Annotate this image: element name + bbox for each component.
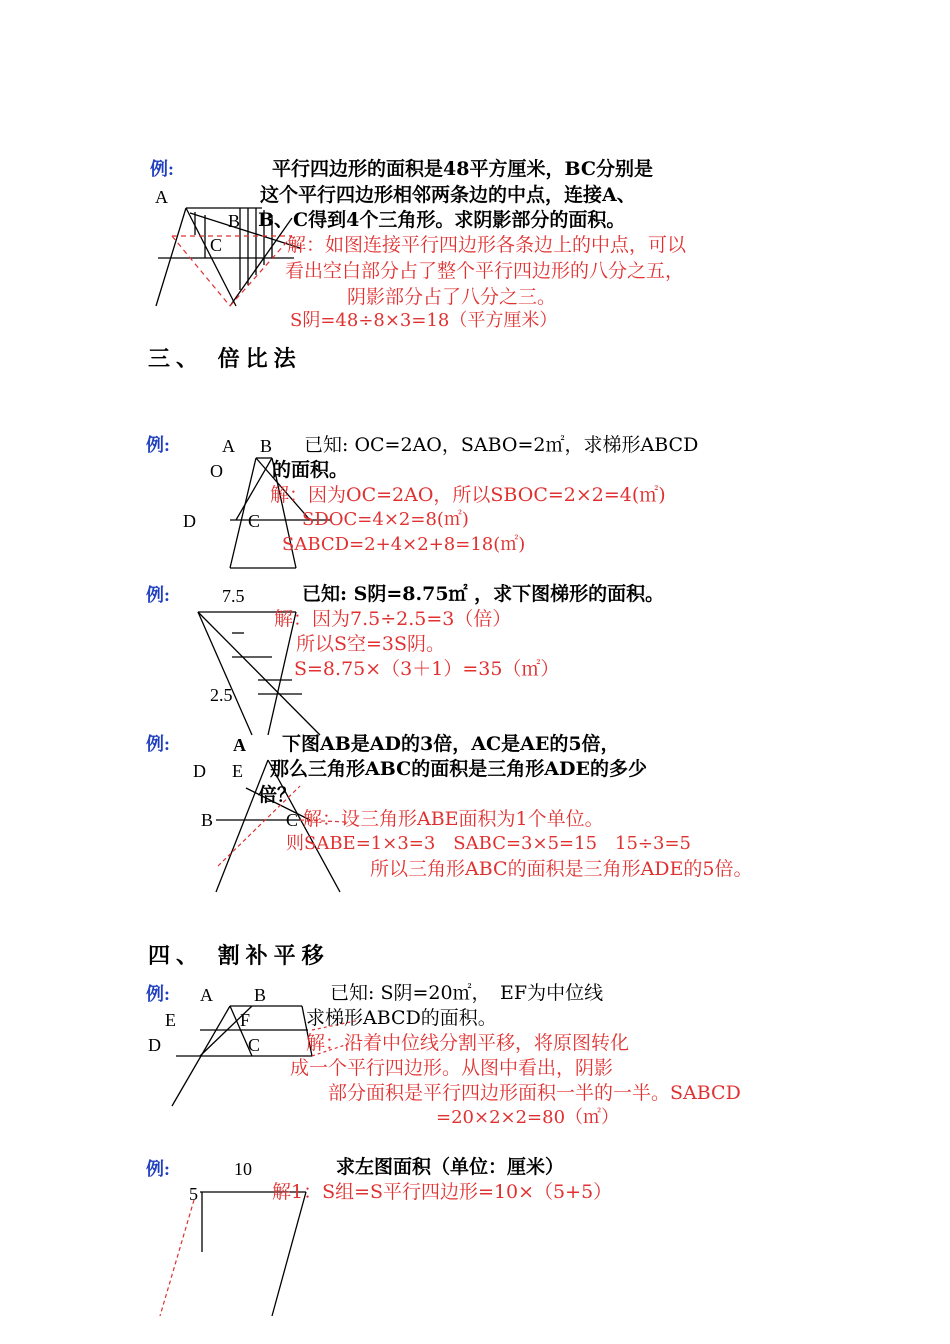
ex4-point-b: B xyxy=(201,810,214,830)
ex5-point-b: B xyxy=(254,985,267,1005)
ex6-label: 例: xyxy=(146,1159,170,1179)
ex1-solution-line1: 解：如图连接平行四边形各条边上的中点，可以 xyxy=(287,234,687,256)
ex2-solution-line2: SDOC=4×2=8(㎡) xyxy=(302,509,469,530)
ex1-point-c: C xyxy=(210,235,223,255)
ex5-label: 例: xyxy=(146,984,170,1004)
ex5-point-e: E xyxy=(165,1010,176,1030)
ex1-problem-line3: B、C得到4个三角形。求阴影部分的面积。 xyxy=(258,209,626,231)
ex4-problem-line2: 那么三角形ABC的面积是三角形ADE的多少 xyxy=(270,758,647,780)
ex4-label: 例: xyxy=(146,734,170,754)
ex1-point-b: B xyxy=(228,211,241,231)
ex4-point-a: A xyxy=(233,735,246,755)
ex2-point-a: A xyxy=(222,436,235,456)
ex2-point-o: O xyxy=(210,461,223,481)
ex6-top-length: 10 xyxy=(234,1159,252,1179)
ex2-solution-line3: SABCD=2+4×2+8=18(㎡) xyxy=(282,534,526,555)
ex1-label: 例: xyxy=(150,159,174,179)
ex5-solution-line4: =20×2×2=80（㎡） xyxy=(436,1107,620,1128)
ex1-solution-line2: 看出空白部分占了整个平行四边形的八分之五， xyxy=(285,260,685,282)
ex4-point-d: D xyxy=(193,761,206,781)
ex1-problem-line1: 平行四边形的面积是48平方厘米，BC分别是 xyxy=(272,158,653,180)
ex5-point-c: C xyxy=(248,1035,261,1055)
ex2-point-c: C xyxy=(248,511,261,531)
ex6-solution-line1: 解1：S组=S平行四边形=10×（5+5） xyxy=(272,1181,613,1203)
ex3-top-length: 7.5 xyxy=(222,586,245,606)
ex5-solution-line3: 部分面积是平行四边形面积一半的一半。SABCD xyxy=(328,1082,741,1104)
ex2-point-b: B xyxy=(260,436,273,456)
ex3-solution-line1: 解：因为7.5÷2.5=3（倍） xyxy=(274,608,512,630)
ex3-solution-line3: S=8.75×（3＋1）=35（㎡） xyxy=(294,658,560,680)
ex6-left-length: 5 xyxy=(189,1184,198,1204)
ex3-problem-line1: 已知: S阴=8.75㎡ ，求下图梯形的面积。 xyxy=(302,583,665,605)
ex1-point-a: A xyxy=(155,187,168,207)
ex5-point-a: A xyxy=(200,985,213,1005)
ex3-label: 例: xyxy=(146,585,170,605)
ex2-label: 例: xyxy=(146,435,170,455)
ex3-solution-line2: 所以S空=3S阴。 xyxy=(296,633,446,655)
ex1-problem-line2: 这个平行四边形相邻两条边的中点，连接A、 xyxy=(260,184,636,206)
ex5-solution-line2: 成一个平行四边形。从图中看出，阴影 xyxy=(290,1057,614,1079)
ex4-problem-line1: 下图AB是AD的3倍，AC是AE的5倍， xyxy=(282,733,620,755)
ex4-solution-line2: 则SABE=1×3=3 SABC=3×5=15 15÷3=5 xyxy=(286,833,691,854)
ex4-point-e: E xyxy=(232,761,243,781)
ex1-solution-line3: 阴影部分占了八分之三。 xyxy=(347,286,557,308)
ex2-problem-line2: 的面积。 xyxy=(272,459,349,481)
ex3-bottom-length: 2.5 xyxy=(210,685,233,705)
ex5-point-f: F xyxy=(240,1010,251,1030)
ex2-solution-line1: 解：因为OC=2AO，所以SBOC=2×2=4(㎡) xyxy=(270,484,666,506)
ex4-solution-line1: 解：设三角形ABE面积为1个单位。 xyxy=(303,808,604,830)
ex5-point-d: D xyxy=(148,1035,161,1055)
ex4-point-c: C xyxy=(286,810,299,830)
ex1-solution-line4: S阴=48÷8×3=18（平方厘米） xyxy=(290,310,558,331)
ex2-problem-line1: 已知: OC=2AO，SABO=2㎡，求梯形ABCD xyxy=(304,434,699,456)
ex6-figure xyxy=(200,1192,306,1316)
ex5-solution-line1: 解：沿着中位线分割平移，将原图转化 xyxy=(306,1032,630,1054)
section4-heading: 四、 割补平移 xyxy=(148,943,330,969)
ex4-solution-line3: 所以三角形ABC的面积是三角形ADE的5倍。 xyxy=(370,858,753,880)
ex5-problem-line1: 已知: S阴=20㎡， EF为中位线 xyxy=(330,982,604,1004)
ex5-problem-line2: 求梯形ABCD的面积。 xyxy=(306,1007,497,1029)
ex6-problem-line1: 求左图面积（单位：厘米） xyxy=(336,1156,565,1178)
section3-heading: 三、 倍比法 xyxy=(148,346,302,372)
ex4-problem-line3: 倍？ xyxy=(258,784,297,806)
ex2-point-d: D xyxy=(183,511,196,531)
